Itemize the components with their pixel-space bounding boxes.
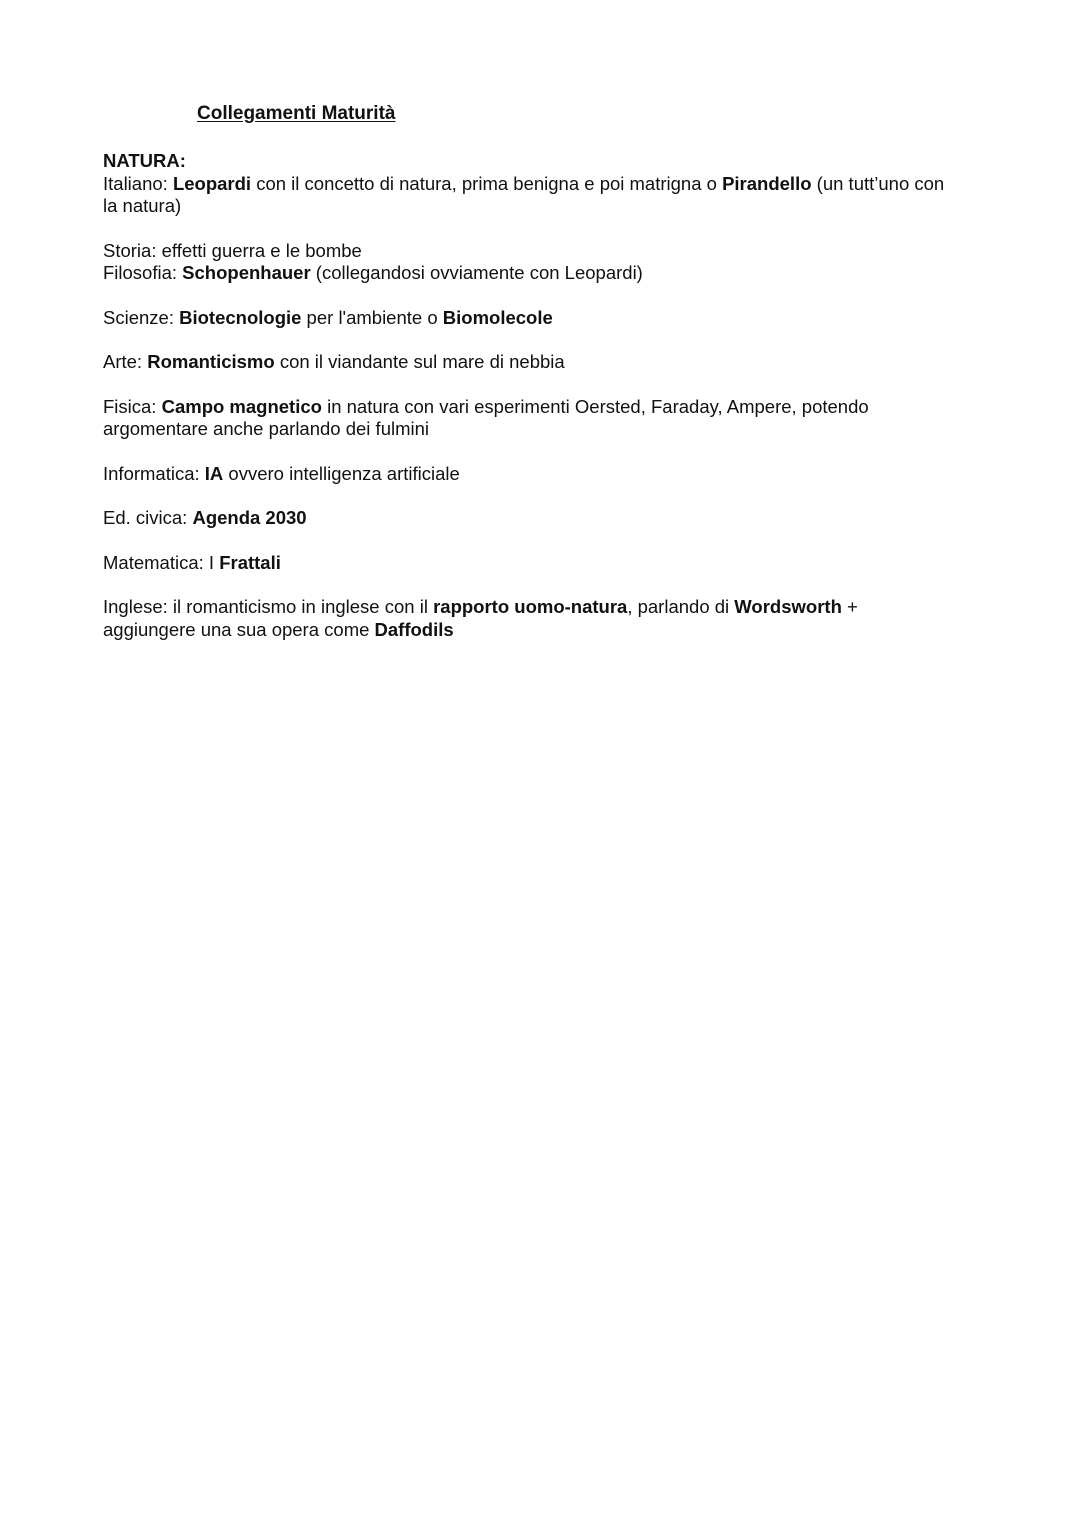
line-text: (un tutt’uno con la natura) [103,172,945,216]
line-text: Scienze: [103,306,180,328]
document-body [103,150,953,641]
line-text: Arte: [103,351,148,372]
line-text: Informatica: [103,462,205,484]
line-italiano [103,173,953,218]
line-text: ovvero intelligenza artificiale [223,462,460,484]
line-keyword: Frattali [219,551,281,573]
line-text: , parlando di [627,596,735,617]
line-matematica [103,552,953,575]
line-fisica [103,396,953,441]
line-keyword: Agenda 2030 [192,507,307,528]
line-filosofia [103,262,953,285]
line-storia [103,240,953,263]
line-text: Italiano: [103,172,173,194]
line-text: Fisica: [103,395,162,417]
line-text: in natura con vari esperimenti Oersted, Faraday, Ampere, potendo argomentare anche parlando dei fulmini [103,395,869,439]
line-text: + aggiungere una sua opera come [103,596,858,640]
line-text: Filosofia: [103,262,183,283]
line-text: con il concetto di natura, prima benigna e poi matrigna o [251,172,723,194]
line-arte [103,351,953,374]
line-text: con il viandante sul mare di nebbia [274,351,565,372]
line-informatica [103,463,953,486]
line-text: Inglese: il romanticismo in inglese con il [103,596,434,617]
section-heading: NATURA: [103,150,186,171]
line-scienze [103,307,953,330]
line-text: Ed. civica: [103,507,193,528]
line-keyword: rapporto uomo-natura [433,596,628,617]
line-keyword: Daffodils [374,618,454,640]
line-ed-civica [103,507,953,530]
line-keyword: Biotecnologie [179,306,302,328]
document-title: Collegamenti Maturità [197,103,396,124]
line-keyword: Pirandello [722,172,812,194]
line-keyword: Romanticismo [147,351,275,372]
line-text: Matematica: I [103,551,220,573]
line-inglese [103,596,953,641]
line-keyword: Wordsworth [734,596,842,617]
line-text: per l'ambiente o [301,306,443,328]
line-keyword: Biomolecole [442,306,553,328]
line-keyword: Campo magnetico [161,395,322,417]
line-text: (collegandosi ovviamente con Leopardi) [310,262,643,283]
line-keyword: IA [204,462,224,484]
line-keyword: Leopardi [172,172,252,194]
line-text: Storia: effetti guerra e le bombe [103,239,362,261]
line-keyword: Schopenhauer [182,262,311,283]
